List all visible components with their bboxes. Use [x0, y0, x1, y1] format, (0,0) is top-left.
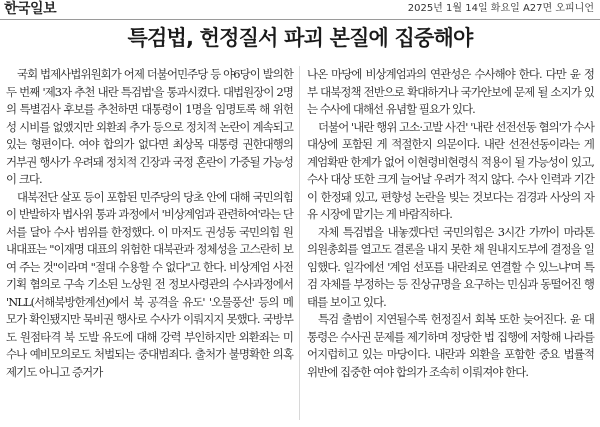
article-headline: 특검법, 헌정질서 파괴 본질에 집중해야 — [127, 26, 473, 50]
column-divider — [299, 66, 300, 420]
masthead — [0, 0, 600, 20]
article-paragraph: 자체 특검법을 내놓겠다던 국민의힘은 3시간 가까이 마라톤 의원총회를 열고도 결론을 내지 못한 채 원내지도부에 결정을 일임했다. 일각에선 '계엄 선포를 내란죄로 연결할 수 있느냐'며 특검 자체를 부정하는 등 진상규명을 요구하는 민심과 동떨어진 행태를 보이고 있다. — [307, 224, 594, 309]
article-paragraph: 대북전단 살포 등이 포함된 민주당의 당초 안에 대해 국민의힘이 반발하자 법사위 통과 과정에서 '비상계엄과 관련하여'라는 단서를 달아 수사 범위를 한정했다. 이 마저도 권성동 국민의힘 원내대표는 "이재명 대표의 위험한 대북관과 정체성을 고스란히 보여 주는 것"이라며 "절대 수용할 수 없다"고 한다. 비상계엄 사전기획 혐의로 구속 기소된 노상원 전 정보사령관의 수사과정에서 'NLL(서해북방한계선)에서 북 공격을 유도' '오물풍선' 등의 메모가 확인됐지만 묵비권 행사로 수사가 이뤄지지 못했다. 국방부도 원점타격 북 도발 유도에 대해 강력 부인하지만 외환죄는 미수나 예비모의로도 처벌되는 중대범죄다. 출처가 불명확한 의혹 제기도 아니고 증거가 — [6, 189, 293, 379]
newspaper-logo: 한국일보 — [4, 1, 57, 17]
article-paragraph: 더불어 '내란 행위 고소·고발 사건' '내란 선전선동 혐의'가 수사 대상에 포함된 게 적절한지 의문이다. 내란 선전선동이라는 게 계엄확판 한계가 없어 이현령비현령식 적용이 될 가능성이 있고, 수사 대상 또한 크게 늘어날 우려가 적지 않다. 수사 인력과 기간이 한정돼 있고, 편향성 논란을 빚는 것보다는 검경과 사상의 자유 시장에 맡기는 게 바람직하다. — [307, 119, 594, 221]
article-column-right — [307, 66, 594, 381]
article-paragraph: 특검 출범이 지연될수록 헌정질서 회복 또한 늦어진다. 윤 대통령은 수사권 문제를 제기하며 정당한 법 집행에 저항해 나라를 어지럽히고 있는 마당이다. 내란과 외환을 포함한 중요 법률적 위반에 집중한 여야 합의가 조속히 이뤄져야 한다. — [307, 312, 594, 379]
article-paragraph: 국회 법제사법위원회가 어제 더불어민주당 등 야6당이 발의한 두 번째 '제3자 추천 내란 특검법'을 통과시켰다. 대법원장이 2명의 특별검사 후보를 추천하면 대통령이 1명을 임명토록 해 위헌성 시비를 없앴지만 외환죄 추가 등으로 정치적 논란이 계속되고 있는 형편이다. 여야 합의가 없다면 최상목 대통령 권한대행의 거부권 행사가 우려돼 정치적 긴장과 국정 혼란이 가중될 가능성이 크다. — [6, 67, 293, 186]
dateline: 2025년 1월 14일 화요일 A27면 오피니언 — [407, 3, 594, 14]
article-paragraph: 나온 마당에 비상계엄과의 연관성은 수사해야 한다. 다만 윤 정부 대북정책 전반으로 확대하거나 국가안보에 문제 될 소지가 있는 수사에 대해선 유념할 필요가 있다. — [307, 67, 594, 116]
article-column-left — [6, 66, 293, 381]
